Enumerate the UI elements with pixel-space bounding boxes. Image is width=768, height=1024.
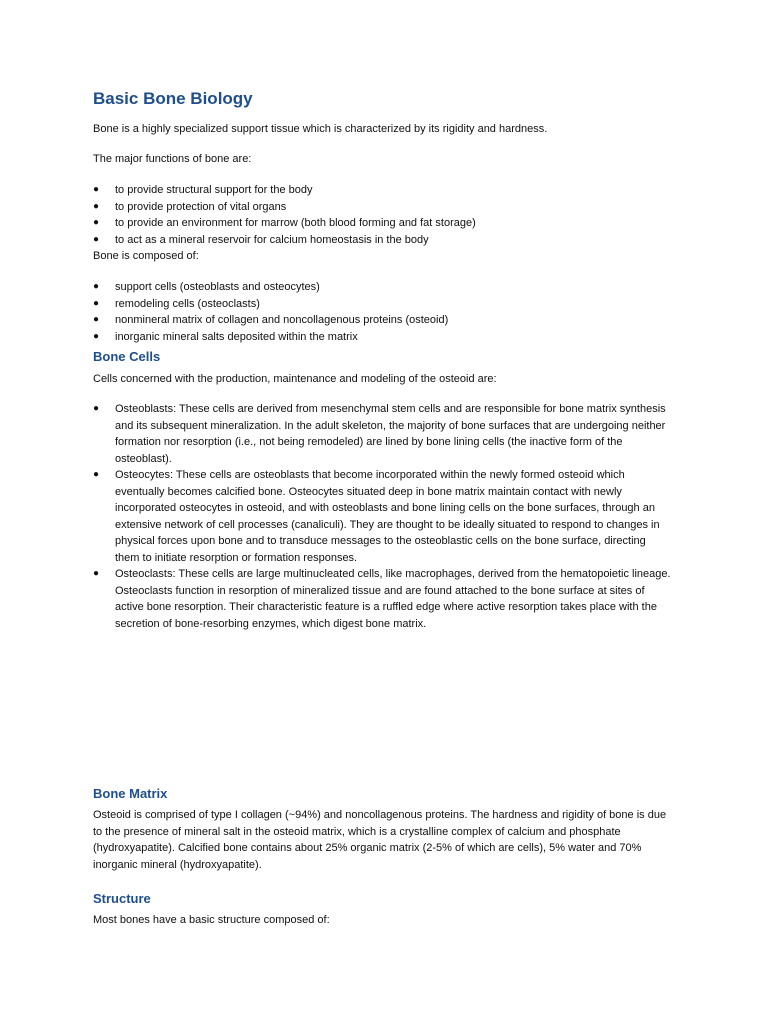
- bullet-icon: ●: [93, 297, 100, 309]
- structure-heading: Structure: [93, 891, 151, 906]
- bone-matrix-heading: Bone Matrix: [93, 786, 168, 801]
- list-item: ● to provide an environment for marrow (both blood forming and fat storage): [93, 215, 673, 232]
- list-item: ● to provide protection of vital organs: [93, 199, 673, 216]
- structure-paragraph: Most bones have a basic structure composed of:: [93, 914, 330, 926]
- bullet-icon: ●: [93, 200, 100, 212]
- bullet-icon: ●: [93, 233, 100, 245]
- list-item: ● remodeling cells (osteoclasts): [93, 296, 673, 313]
- bone-matrix-paragraph: Osteoid is comprised of type I collagen (~94%) and noncollagenous proteins. The hardness and rigidity of bone is due to the presence of mineral salt in the osteoid matrix, which is a crystalline complex of calcium and phosphate (hydroxyapatite). Calcified bone contains about 25% organic matrix (2-5% of which are cells), 5% water and 70% inorganic mineral (hydroxyapatite).: [93, 809, 667, 871]
- list-item: ● Osteoblasts: These cells are derived from mesenchymal stem cells and are responsible for bone matrix synthesis and its subsequent mineralization. In the adult skeleton, the majority of bone surfaces that are undergoing neither formation nor resorption (i.e., not being remodeled) are lined by bone lining cells (the inactive form of the osteoblast).: [93, 403, 666, 465]
- bullet-icon: ●: [93, 568, 100, 579]
- functions-list: [93, 182, 673, 248]
- composition-list: [93, 279, 673, 345]
- bone-cells-list: [93, 401, 673, 632]
- bone-cells-heading: Bone Cells: [93, 349, 161, 364]
- list-item: ● Osteocytes: These cells are osteoblasts that become incorporated within the newly formed osteoid which eventually becomes calcified bone. Osteocytes situated deep in bone matrix maintain contact with newly incorporated osteocytes in osteoid, and with osteoblasts and bone lining cells on the bone surfaces, through an extensive network of cell processes (canaliculi). They are thought to be ideally situated to respond to changes in physical forces upon bone and to transduce messages to the osteoblastic cells on the bone surface, directing them to initiate resorption or formation responses.: [93, 469, 660, 564]
- list-item: ● Osteoclasts: These cells are large multinucleated cells, like macrophages, derived from the hematopoietic lineage. Osteoclasts function in resorption of mineralized tissue and are found attached to the bone surface at sites of active bone resorption. Their characteristic feature is a ruffled edge where active resorption takes place with the secretion of bone-resorbing enzymes, which digest bone matrix.: [93, 568, 671, 630]
- intro-paragraph: Bone is a highly specialized support tissue which is characterized by its rigidity and hardness.: [93, 123, 548, 135]
- bullet-icon: ●: [93, 469, 100, 480]
- list-item: ● to act as a mineral reservoir for calcium homeostasis in the body: [93, 232, 673, 249]
- list-item: ● to provide structural support for the body: [93, 182, 673, 199]
- bone-cells-intro: Cells concerned with the production, maintenance and modeling of the osteoid are:: [93, 373, 497, 385]
- page-title: Basic Bone Biology: [93, 89, 253, 108]
- bullet-icon: ●: [93, 184, 100, 195]
- list-item: ● support cells (osteoblasts and osteocytes): [93, 279, 673, 296]
- bullet-icon: ●: [93, 314, 100, 325]
- bullet-icon: ●: [93, 330, 100, 342]
- bullet-icon: ●: [93, 217, 100, 228]
- functions-heading: The major functions of bone are:: [93, 153, 252, 165]
- list-item: ● nonmineral matrix of collagen and noncollagenous proteins (osteoid): [93, 312, 673, 329]
- bullet-icon: ●: [93, 403, 100, 414]
- bullet-icon: ●: [93, 281, 100, 292]
- composition-heading: Bone is composed of:: [93, 250, 199, 262]
- list-item: ● inorganic mineral salts deposited within the matrix: [93, 329, 673, 346]
